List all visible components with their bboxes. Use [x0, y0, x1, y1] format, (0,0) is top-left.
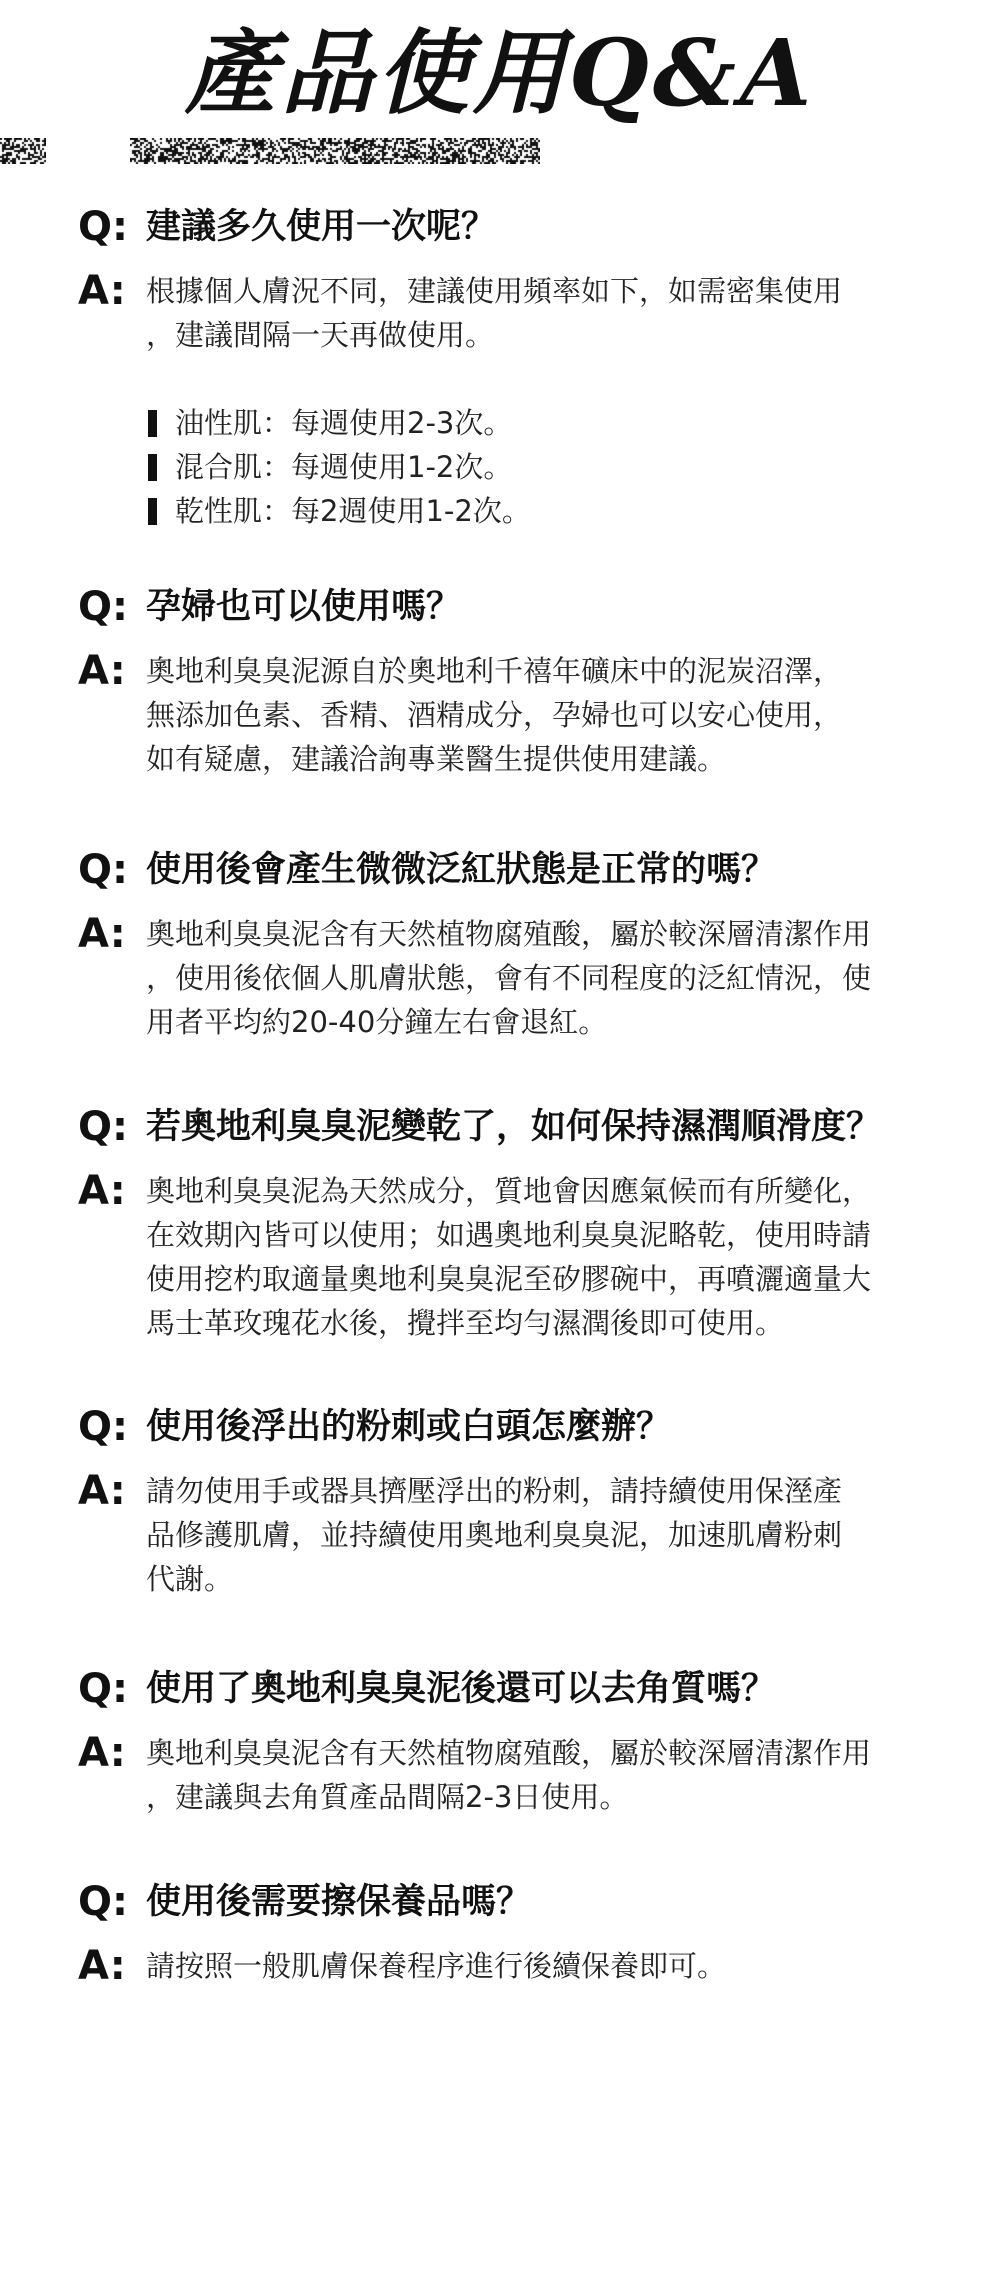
answer-line: 奧地利臭臭泥源自於奧地利千禧年礦床中的泥炭沼澤， [146, 654, 843, 688]
answer-text [146, 649, 946, 781]
answer-line: 如有疑慮，建議洽詢專業醫生提供使用建議。 [146, 742, 727, 776]
noise-strip-left [0, 138, 46, 164]
q-label: Q: [78, 1104, 128, 1150]
noise-strip-main [130, 138, 540, 164]
a-label: A: [78, 1168, 126, 1214]
answer-line: 馬士革玫瑰花水後，攪拌至均勻濕潤後即可使用。 [146, 1306, 785, 1340]
answer-line: ，建議與去角質產品間隔2-3日使用。 [146, 1780, 629, 1814]
question-text: 建議多久使用一次呢？ [146, 206, 497, 247]
answer-text [146, 1169, 946, 1345]
a-label: A: [78, 648, 126, 694]
answer-line: 奧地利臭臭泥為天然成分，質地會因應氣候而有所變化， [146, 1174, 872, 1208]
qa-item-7 [78, 1880, 958, 1988]
a-label: A: [78, 911, 126, 957]
q-label: Q: [78, 1666, 128, 1712]
answer-line: ，使用後依個人肌膚狀態，會有不同程度的泛紅情況，使 [146, 961, 872, 995]
q-label: Q: [78, 1404, 128, 1450]
qa-item-3 [78, 848, 958, 1044]
answer-line: 在效期內皆可以使用；如遇奧地利臭臭泥略乾，使用時請 [146, 1218, 872, 1252]
answer-text [146, 912, 946, 1044]
a-label: A: [78, 1468, 126, 1514]
qa-item-6 [78, 1667, 958, 1819]
question-text: 使用後需要擦保養品嗎？ [146, 1881, 532, 1922]
answer-line: 代謝。 [146, 1562, 234, 1596]
answer-text [146, 269, 946, 533]
bullet-bar-icon [148, 410, 157, 437]
qa-item-5 [78, 1405, 958, 1601]
answer-text [146, 1731, 946, 1819]
q-label: Q: [78, 1879, 128, 1925]
answer-line: 請勿使用手或器具擠壓浮出的粉刺，請持續使用保溼產 [146, 1474, 843, 1508]
bullet-bar-icon [148, 498, 157, 525]
qa-item-4 [78, 1105, 958, 1345]
list-item: 混合肌：每週使用1-2次。 [146, 445, 946, 489]
frequency-list [146, 401, 946, 533]
answer-line: 奧地利臭臭泥含有天然植物腐殖酸，屬於較深層清潔作用 [146, 917, 872, 951]
answer-line: 品修護肌膚，並持續使用奧地利臭臭泥，加速肌膚粉刺 [146, 1518, 843, 1552]
answer-line: ，建議間隔一天再做使用。 [146, 318, 495, 352]
bullet-bar-icon [148, 454, 157, 481]
list-item: 乾性肌：每2週使用1-2次。 [146, 489, 946, 533]
answer-text [146, 1469, 946, 1601]
qa-item-1 [78, 205, 958, 533]
a-label: A: [78, 268, 126, 314]
question-text: 使用後會產生微微泛紅狀態是正常的嗎？ [146, 849, 777, 890]
a-label: A: [78, 1730, 126, 1776]
answer-line: 根據個人膚況不同，建議使用頻率如下，如需密集使用 [146, 274, 843, 308]
q-label: Q: [78, 847, 128, 893]
answer-line: 用者平均約20-40分鐘左右會退紅。 [146, 1005, 608, 1039]
qa-item-2 [78, 585, 958, 781]
question-text: 若奧地利臭臭泥變乾了，如何保持濕潤順滑度？ [146, 1106, 882, 1147]
question-text: 使用後浮出的粉刺或白頭怎麼辦？ [146, 1406, 672, 1447]
answer-line: 奧地利臭臭泥含有天然植物腐殖酸，屬於較深層清潔作用 [146, 1736, 872, 1770]
list-item: 油性肌：每週使用2-3次。 [146, 401, 946, 445]
question-text: 使用了奧地利臭臭泥後還可以去角質嗎？ [146, 1668, 777, 1709]
answer-line: 無添加色素、香精、酒精成分，孕婦也可以安心使用， [146, 698, 843, 732]
question-text: 孕婦也可以使用嗎？ [146, 586, 462, 627]
q-label: Q: [78, 204, 128, 250]
answer-text [146, 1944, 946, 1988]
a-label: A: [78, 1943, 126, 1989]
answer-line: 請按照一般肌膚保養程序進行後續保養即可。 [146, 1949, 727, 1983]
page-title: 產品使用Q&A [184, 19, 816, 127]
q-label: Q: [78, 584, 128, 630]
answer-line: 使用挖杓取適量奧地利臭臭泥至矽膠碗中，再噴灑適量大 [146, 1262, 872, 1296]
